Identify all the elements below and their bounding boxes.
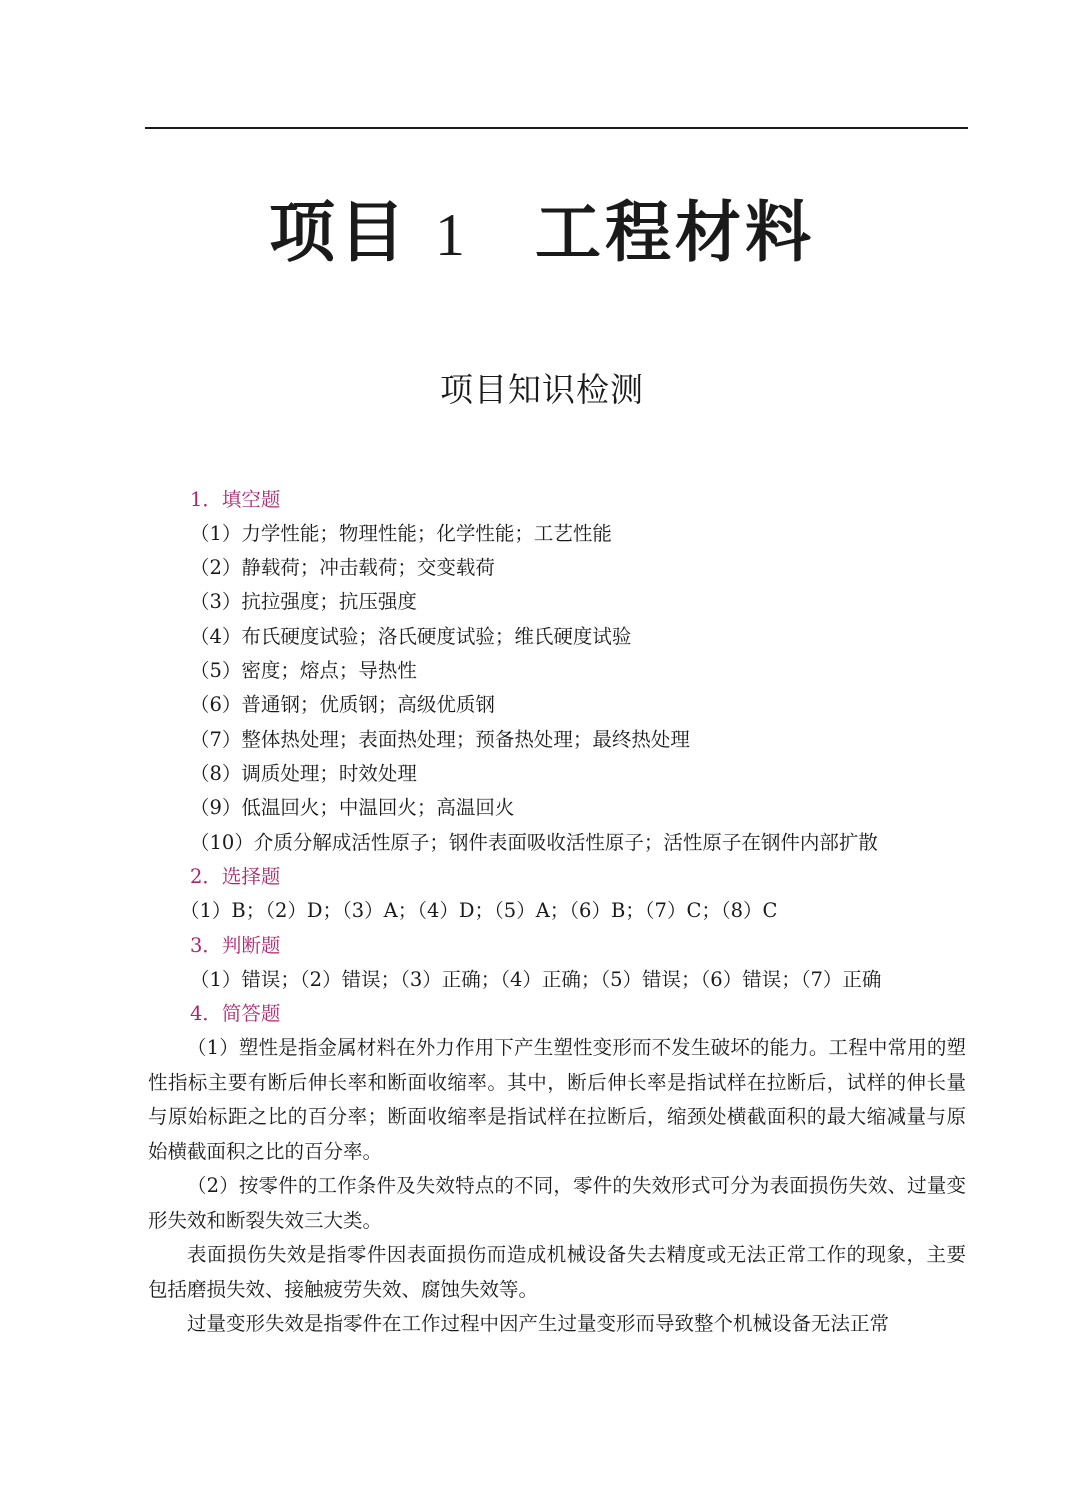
fill-in-item: （3）抗拉强度；抗压强度 (190, 590, 417, 613)
section-title: 项目知识检测 (440, 370, 644, 409)
chapter-title (0, 188, 1084, 278)
judge-heading: 3．判断题 (190, 934, 281, 957)
top-rule (145, 127, 968, 129)
fill-in-item: （1）力学性能；物理性能；化学性能；工艺性能 (190, 522, 612, 545)
chapter-prefix: 项目 (269, 194, 409, 271)
fill-in-item: （2）静载荷；冲击载荷；交变载荷 (190, 556, 495, 579)
choice-heading: 2．选择题 (190, 865, 281, 888)
judge-answers: （1）错误；（2）错误；（3）正确；（4）正确；（5）错误；（6）错误；（7）正确 (190, 968, 882, 991)
fill-in-item: （5）密度；熔点；导热性 (190, 659, 417, 682)
short-answer-paragraph: （2）按零件的工作条件及失效特点的不同，零件的失效形式可分为表面损伤失效、过量变形失效和断裂失效三大类。 (148, 1174, 966, 1232)
choice-answers: （1）B；（2）D；（3）A；（4）D；（5）A；（6）B；（7）C；（8）C (180, 899, 778, 922)
fill-in-item: （7）整体热处理；表面热处理；预备热处理；最终热处理 (190, 728, 690, 751)
fill-in-item: （10）介质分解成活性原子；钢件表面吸收活性原子；活性原子在钢件内部扩散 (190, 831, 878, 854)
fill-in-item: （6）普通钢；优质钢；高级优质钢 (190, 693, 495, 716)
fill-in-item: （4）布氏硬度试验；洛氏硬度试验；维氏硬度试验 (190, 625, 632, 648)
short-answer-heading: 4．简答题 (190, 1002, 281, 1025)
short-answer-paragraph: （1）塑性是指金属材料在外力作用下产生塑性变形而不发生破坏的能力。工程中常用的塑性指标主要有断后伸长率和断面收缩率。其中，断后伸长率是指试样在拉断后，试样的伸长量与原始标距之比的百分率；断面收缩率是指试样在拉断后，缩颈处横截面积的最大缩减量与原始横截面积之比的百分率。 (148, 1036, 966, 1163)
chapter-name: 工程材料 (535, 194, 815, 271)
chapter-number: 1 (435, 202, 465, 268)
short-answer-paragraph: 过量变形失效是指零件在工作过程中因产生过量变形而导致整个机械设备无法正常 (187, 1312, 890, 1335)
fill-in-item: （9）低温回火；中温回火；高温回火 (190, 796, 515, 819)
short-answer-paragraph: 表面损伤失效是指零件因表面损伤而造成机械设备失去精度或无法正常工作的现象，主要包括磨损失效、接触疲劳失效、腐蚀失效等。 (148, 1243, 966, 1301)
fill-in-item: （8）调质处理；时效处理 (190, 762, 417, 785)
fill-in-heading: 1．填空题 (190, 488, 281, 511)
